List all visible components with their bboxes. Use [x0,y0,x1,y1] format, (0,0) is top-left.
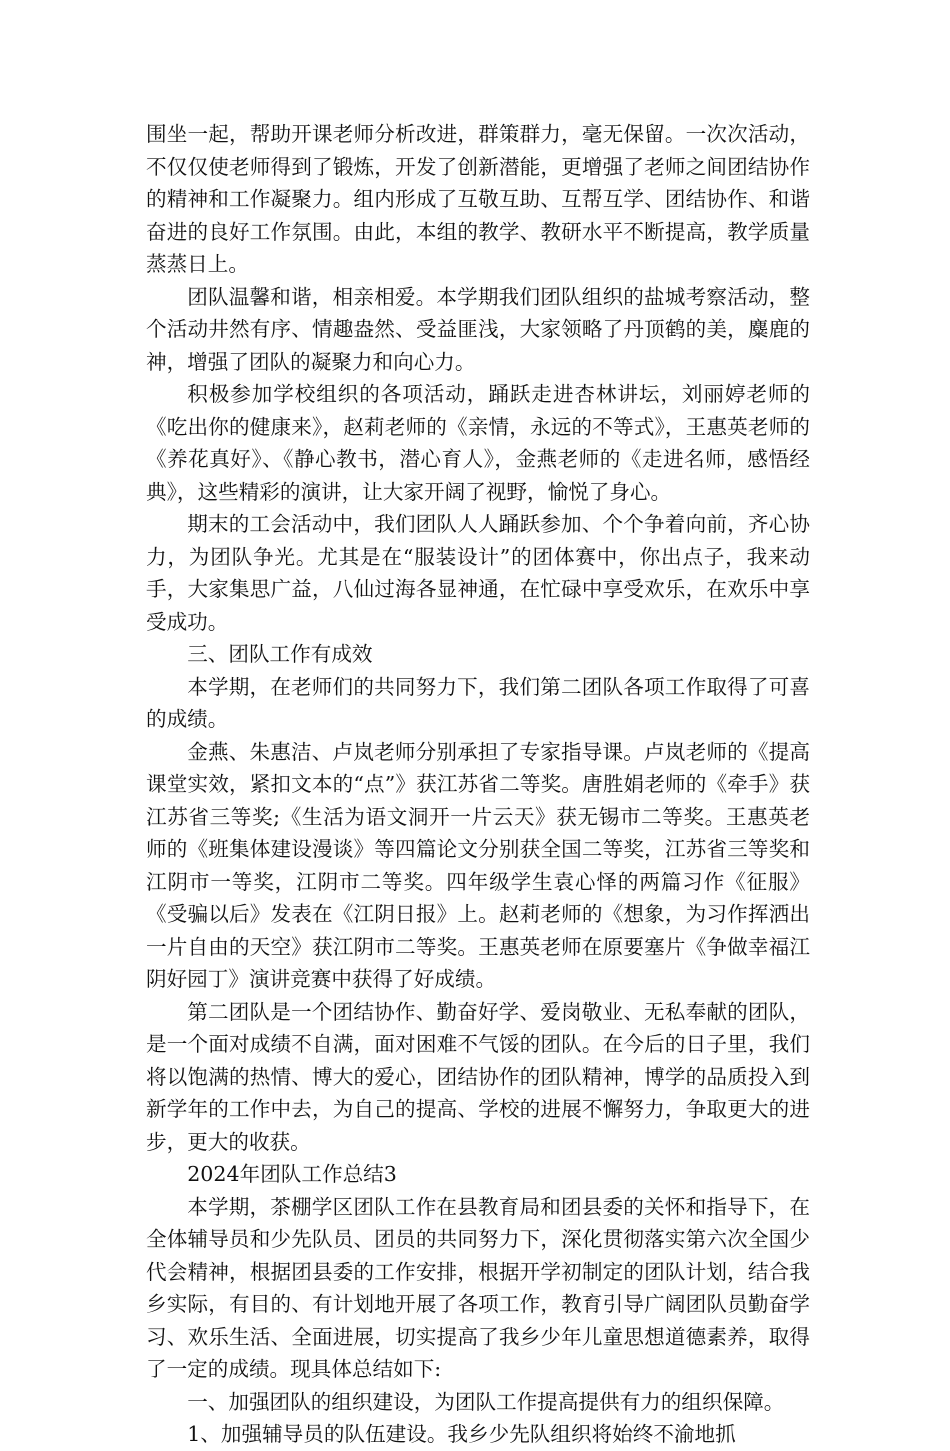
section-heading-summary-3: 2024年团队工作总结3 [187,1162,397,1186]
paragraph-6: 金燕、朱惠洁、卢岚老师分别承担了专家指导课。卢岚老师的《提高课堂实效，紧扣文本的“点”》获江苏省二等奖。唐胜娟老师的《牵手》获江苏省三等奖;《生活为语文洞开一片云天》获无锡市二等奖。王惠英老师的《班集体建设漫谈》等四篇论文分别获全国二等奖，江苏省三等奖和江阴市一等奖，江阴市二等奖。四年级学生袁心怿的两篇习作《征服》《受骗以后》发表在《江阴日报》上。赵莉老师的《想象，为习作挥洒出一片自由的天空》获江阴市二等奖。王惠英老师在原要塞片《争做幸福江阴好园丁》演讲竞赛中获得了好成绩。 [146,739,810,991]
paragraph-3: 积极参加学校组织的各项活动，踊跃走进杏林讲坛，刘丽婷老师的《吃出你的健康来》，赵莉老师的《亲情，永远的不等式》，王惠英老师的《养花真好》、《静心教书，潜心育人》，金燕老师的《走进名师，感悟经典》，这些精彩的演讲，让大家开阔了视野，愉悦了身心。 [146,382,810,504]
paragraph-7: 第二团队是一个团结协作、勤奋好学、爱岗敬业、无私奉献的团队，是一个面对成绩不自满，面对困难不气馁的团队。在今后的日子里，我们将以饱满的热情、博大的爱心，团结协作的团队精神，博学的品质投入到新学年的工作中去，为自己的提高、学校的进展不懈努力，争取更大的进步，更大的收获。 [146,999,810,1154]
paragraph-10: 1、加强辅导员的队伍建设。我乡少先队组织将始终不渝地抓 [187,1422,736,1446]
document-page [146,118,810,1451]
paragraph-1: 围坐一起，帮助开课老师分析改进，群策群力，毫无保留。一次次活动，不仅仅使老师得到了锻炼，开发了创新潜能，更增强了老师之间团结协作的精神和工作凝聚力。组内形成了互敬互助、互帮互学、团结协作、和谐奋进的良好工作氛围。由此，本组的教学、教研水平不断提高，教学质量蒸蒸日上。 [146,122,810,276]
paragraph-2: 团队温馨和谐，相亲相爱。本学期我们团队组织的盐城考察活动，整个活动井然有序、情趣盎然、受益匪浅，大家领略了丹顶鹤的美，麋鹿的神，增强了团队的凝聚力和向心力。 [146,284,810,374]
paragraph-5: 本学期，在老师们的共同努力下，我们第二团队各项工作取得了可喜的成绩。 [146,674,810,731]
paragraph-9: 一、加强团队的组织建设，为团队工作提高提供有力的组织保障。 [187,1389,785,1414]
paragraph-8: 本学期，茶棚学区团队工作在县教育局和团县委的关怀和指导下，在全体辅导员和少先队员、团员的共同努力下，深化贯彻落实第六次全国少代会精神，根据团县委的工作安排，根据开学初制定的团队计划，结合我乡实际，有目的、有计划地开展了各项工作，教育引导广阔团队员勤奋学习、欢乐生活、全面进展，切实提高了我乡少年儿童思想道德素养，取得了一定的成绩。现具体总结如下: [146,1194,810,1381]
section-heading-achievements: 三、团队工作有成效 [187,642,373,666]
paragraph-4: 期末的工会活动中，我们团队人人踊跃参加、个个争着向前，齐心协力，为团队争光。尤其是在“服装设计”的团体赛中，你出点子，我来动手，大家集思广益，八仙过海各显神通，在忙碌中享受欢乐，在欢乐中享受成功。 [146,512,810,634]
